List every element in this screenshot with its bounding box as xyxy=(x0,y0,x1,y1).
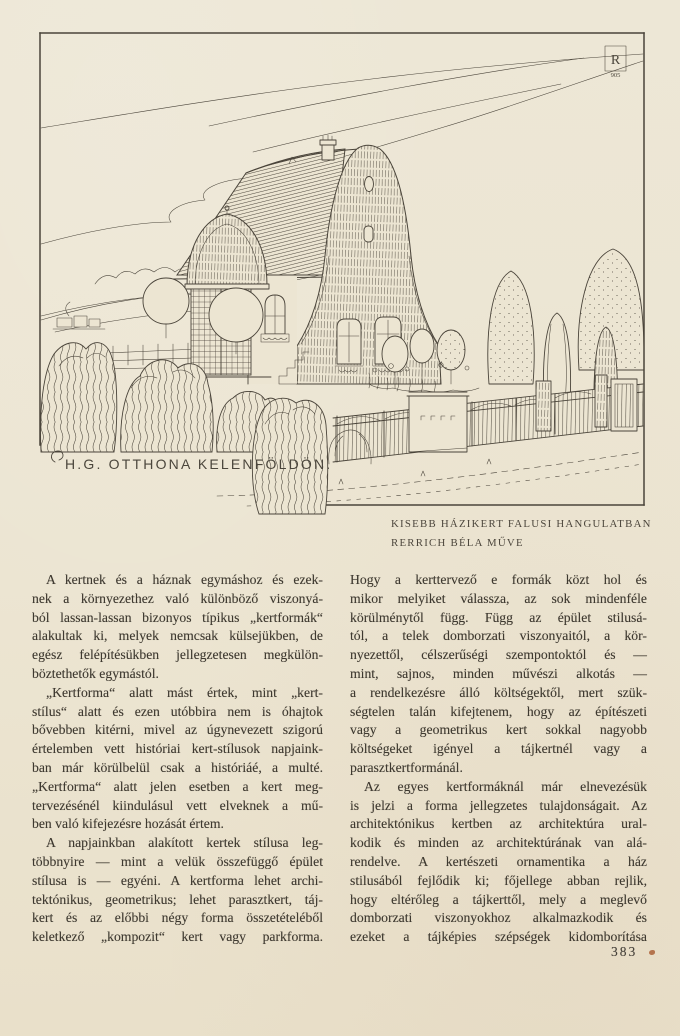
text-line: alakultak ki, melyek nemcsak külsejükben, de xyxy=(32,628,323,644)
page-number: 383 xyxy=(611,944,638,959)
text-line: nyezettől, célszerűségi szempontoktól és — xyxy=(350,647,647,663)
text-line: keletkező „kompozit“ kert vagy parkforma. xyxy=(32,929,323,945)
text-line: architektónikus kertben az architektúra ural- xyxy=(350,816,647,832)
topiary-tree xyxy=(209,288,263,342)
text-line: Hogy a kerttervező e formák közt hol és xyxy=(350,572,647,587)
text-line: stilusából fejlődik ki; főjellege abban rejlik, xyxy=(350,872,647,888)
text-line: A kertnek és a háznak egymáshoz és ezek- xyxy=(46,572,323,587)
plate-caption-text: H.G. OTTHONA KELENFÖLDÖN. xyxy=(65,456,333,472)
garden-villa-illustration xyxy=(39,32,646,524)
text-line: egész felépítésükben jellegzetesen megkülön- xyxy=(32,647,323,663)
text-line: „Kertforma“ alatt jelen esetben a kert meg- xyxy=(32,778,323,794)
text-line: vagy a geometrikus kert sokkal nagyobb xyxy=(350,722,647,738)
text-line: A napjainkban alakított kertek stílusa leg- xyxy=(46,835,323,851)
monogram-year: 905 xyxy=(610,72,621,79)
paragraph xyxy=(350,778,647,947)
text-line: ben való kifejezésre hozását értem. xyxy=(32,816,224,832)
right-text-column xyxy=(350,571,647,947)
text-line: többnyire — mint a velük összefüggő épület xyxy=(32,853,323,869)
artist-monogram xyxy=(605,46,626,79)
text-line: ségtelen talán kifejtenem, hogy az építészeti xyxy=(350,703,647,719)
paragraph xyxy=(32,571,323,684)
text-line: ezeket a tájképies szépségek kidomborítása xyxy=(350,929,647,945)
text-line: költségeket igényel a tájkertnél vagy a xyxy=(350,741,647,757)
text-line: kert és az előbbi négy forma összetételéből xyxy=(32,910,323,926)
gable-niche xyxy=(364,226,373,242)
flourish-icon xyxy=(51,451,63,462)
text-line: Az egyes kertformáknál már elnevezésük xyxy=(364,778,647,794)
chimney xyxy=(320,135,336,160)
text-line: „Kertforma“ alatt mást értek, mint „kert- xyxy=(46,684,323,700)
paragraph xyxy=(32,684,323,834)
paragraph xyxy=(350,571,647,778)
topiary-tree xyxy=(143,278,189,324)
text-line: domborzati viszonyokhoz alkalmazkodik és xyxy=(350,910,647,926)
gate-pillar xyxy=(407,392,469,452)
text-line: böztethetők egymástól. xyxy=(32,665,159,681)
text-line: is jelzi a forma jellegzetes tulajdonságait. Az xyxy=(350,797,647,813)
text-line: kodik és minden az architektúrának van alá- xyxy=(350,835,647,851)
text-line: tervezésénél kiindulásul vett elveknek a mű- xyxy=(32,797,323,813)
text-line: ból lassan-lassan bizonyos típikus „kertformák“ xyxy=(32,609,323,625)
figure-caption xyxy=(391,515,659,553)
text-line: stílusa is — egyéni. A kertforma lehet archi- xyxy=(32,872,323,888)
monogram-letter: R xyxy=(610,53,621,68)
text-line: hogy eltérőleg a tájkerttől, mely a meglevő xyxy=(350,891,647,907)
wall-arched-window xyxy=(261,295,289,342)
text-line: nek a környezethez való különböző viszonyá- xyxy=(32,590,323,606)
text-line: mint, sajnos, minden művészi alkotás — xyxy=(350,665,647,681)
text-line: tektónikus, geometrikus; lehet parasztkert, táj- xyxy=(32,891,323,907)
text-line: mikor melyiket válassza, az sok mindenféle xyxy=(350,590,647,606)
ink-fleck xyxy=(649,950,655,955)
paragraph xyxy=(32,834,323,947)
figure-caption-title: KISEBB HÁZIKERT FALUSI HANGULATBAN xyxy=(391,518,652,530)
text-line: a rendelkezésre álló költségektől, mert szük- xyxy=(350,684,647,700)
text-line: tól, a telek domborzati viszonyaitól, a kör- xyxy=(350,628,647,644)
text-line: értelemben vett históriai kert-stílusok napjaink- xyxy=(32,741,323,757)
figure-caption-artist: RERRICH BÉLA MŰVE xyxy=(391,537,524,549)
garden-gate xyxy=(611,379,637,431)
text-line: stílus“ alatt és ezen utóbbira nem is óhajtok xyxy=(32,703,323,719)
left-text-column xyxy=(32,571,323,947)
text-line: parasztkertformánál. xyxy=(350,759,463,775)
text-line: rendelve. A kertészeti ornamentika a ház xyxy=(350,853,647,869)
gable-oval-window xyxy=(365,177,374,192)
text-line: bővebben kitérni, mivel az úgynevezett szigorú xyxy=(32,722,323,738)
text-line: körülménytől függ. Függ az épület stilusá- xyxy=(350,609,647,625)
text-line: ban már körülbelül csak a históriáé, a multé. xyxy=(32,759,323,775)
